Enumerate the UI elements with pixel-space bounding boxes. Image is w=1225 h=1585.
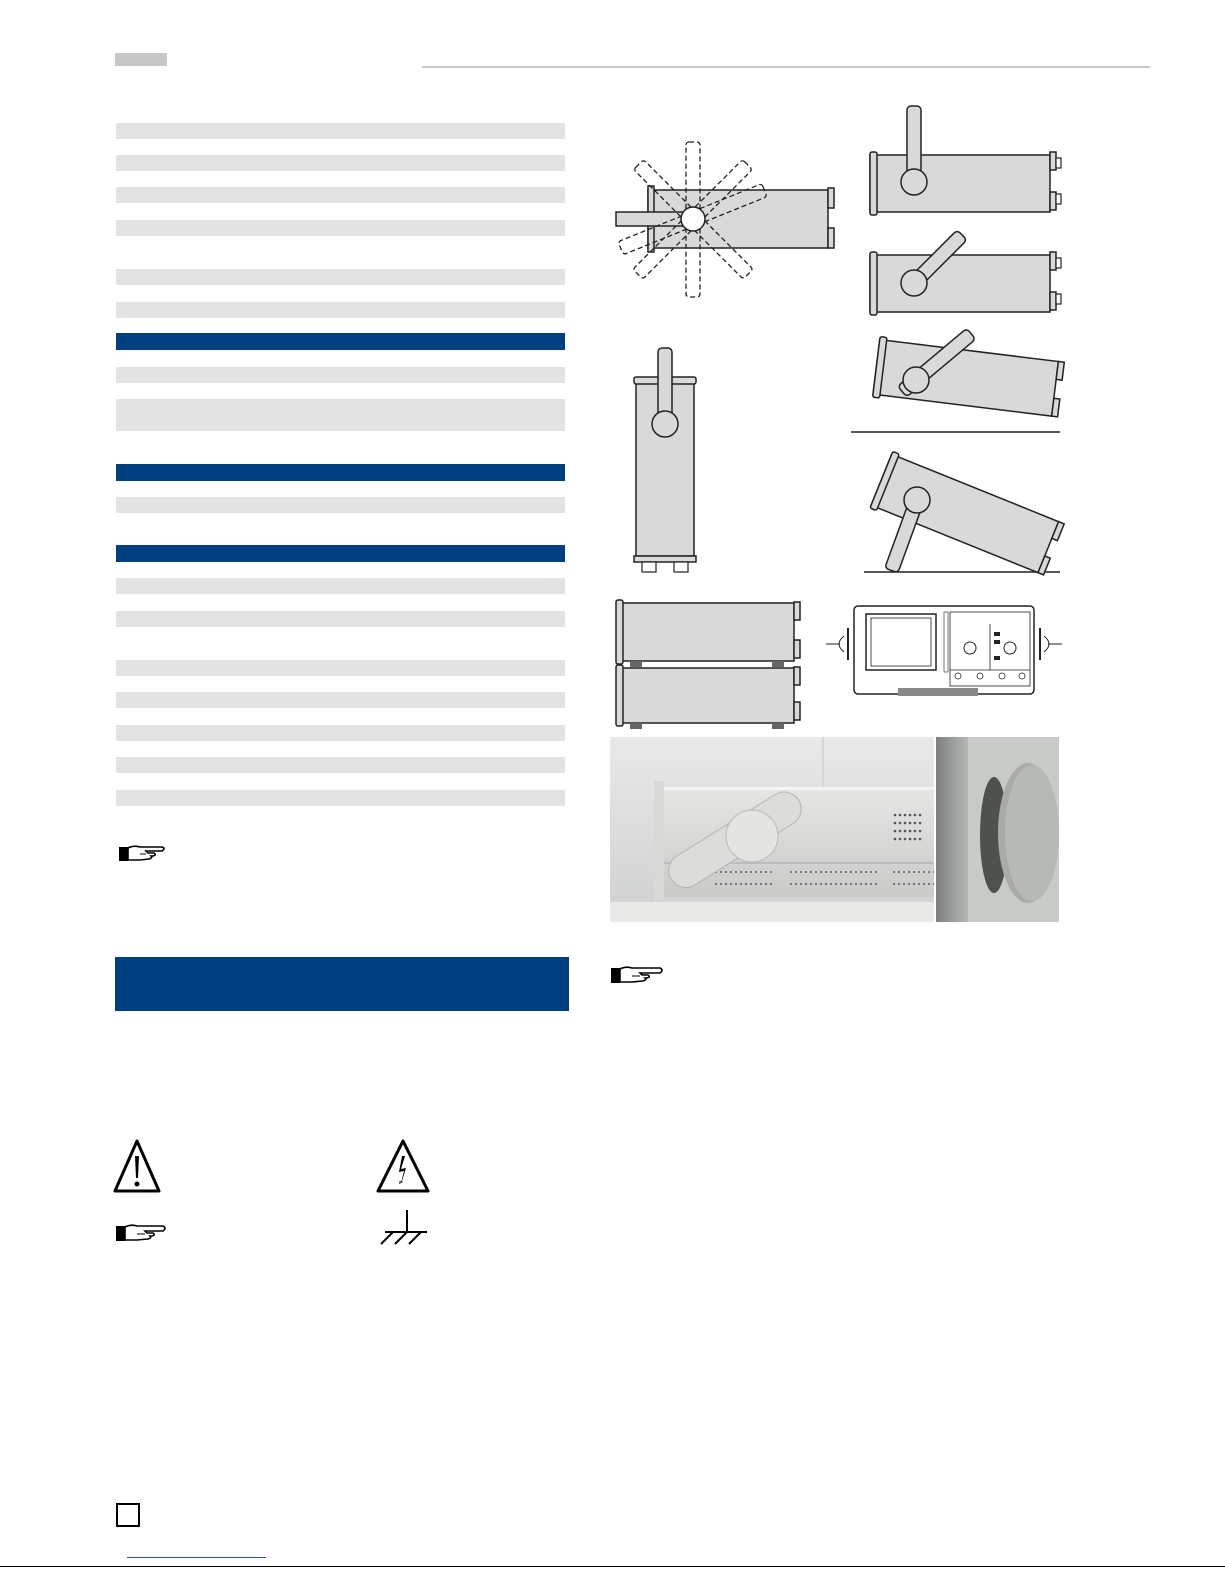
section-heading-bar [116, 333, 565, 350]
footer-link-underline[interactable] [127, 1557, 266, 1558]
handle-positions-figure [608, 100, 1078, 730]
header-rule [422, 66, 1150, 68]
table-row [116, 220, 565, 236]
table-row [116, 497, 565, 513]
section-title-box [115, 957, 569, 1011]
stacked-units-diagram [616, 600, 800, 729]
front-panel-diagram [826, 606, 1062, 696]
footer-rule [0, 1566, 1225, 1567]
table-row [116, 660, 565, 676]
table-row [116, 757, 565, 773]
table-row [116, 367, 565, 383]
warning-triangle-icon [113, 1138, 161, 1194]
high-voltage-icon [375, 1138, 431, 1194]
handle-up-diagram [870, 106, 1061, 215]
section-heading-bar [116, 464, 565, 481]
table-row [116, 302, 565, 318]
tilt-low-diagram [851, 328, 1065, 432]
tilt-high-diagram [864, 451, 1065, 577]
table-row [116, 399, 565, 431]
section-heading-bar [116, 545, 565, 562]
table-row [116, 611, 565, 627]
ground-symbol-icon [375, 1208, 429, 1246]
upright-diagram [634, 348, 696, 572]
table-row [116, 578, 565, 594]
pointing-hand-icon [118, 843, 168, 863]
table-row [116, 269, 565, 285]
table-row [116, 123, 565, 139]
table-row [116, 692, 565, 708]
knob-closeup-photo [936, 737, 1059, 922]
table-row [116, 725, 565, 741]
pointing-hand-icon [115, 1222, 169, 1244]
table-row [116, 790, 565, 806]
page-number-box [116, 1503, 140, 1527]
table-row [116, 187, 565, 203]
handle-rotation-diagram [616, 142, 834, 297]
handle-diagonal-diagram [870, 230, 1061, 315]
header-tab [115, 53, 167, 66]
handle-photo [610, 737, 934, 922]
table-row [116, 155, 565, 171]
pointing-hand-icon [610, 964, 666, 986]
